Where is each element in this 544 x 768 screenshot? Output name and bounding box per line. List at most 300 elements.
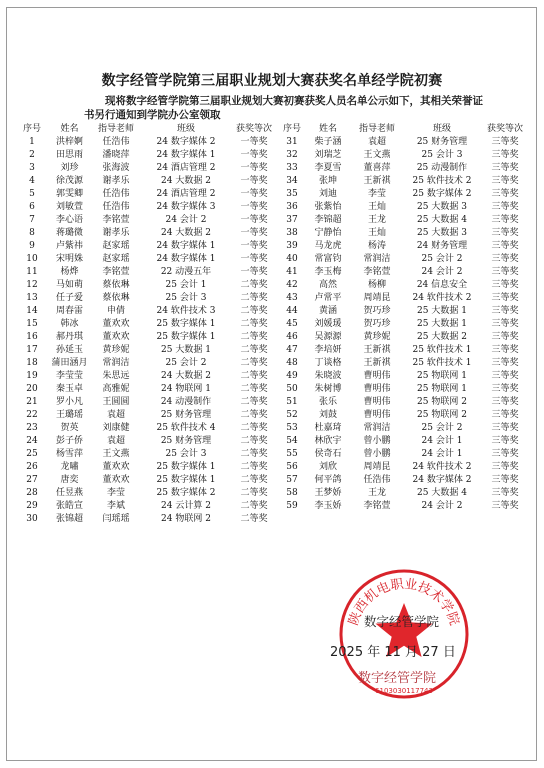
header-class: 班级 bbox=[432, 124, 451, 134]
cell-advisor: 王新祺 bbox=[363, 176, 391, 186]
cell-name: 王梦娇 bbox=[314, 488, 342, 498]
cell-award: 一等奖 bbox=[240, 215, 268, 225]
cell-award: 三等奖 bbox=[491, 423, 519, 433]
cell-advisor: 王新祺 bbox=[363, 345, 391, 355]
cell-advisor: 曾小鹏 bbox=[363, 449, 391, 459]
table-row bbox=[280, 409, 528, 422]
table-row bbox=[280, 357, 528, 370]
cell-class: 25 大数据 4 bbox=[417, 215, 467, 225]
cell-award: 三等奖 bbox=[491, 475, 519, 485]
cell-class: 25 大数据 3 bbox=[417, 228, 467, 238]
table-row bbox=[280, 474, 528, 487]
table-row bbox=[280, 383, 528, 396]
table-row bbox=[280, 240, 528, 253]
cell-award: 三等奖 bbox=[491, 215, 519, 225]
cell-advisor: 闫瑶瑶 bbox=[102, 514, 130, 524]
cell-advisor: 周靖昆 bbox=[363, 462, 391, 472]
cell-class: 25 动漫制作 bbox=[416, 163, 468, 173]
cell-name: 常富钧 bbox=[314, 254, 342, 264]
cell-award: 一等奖 bbox=[240, 163, 268, 173]
cell-award: 三等奖 bbox=[491, 358, 519, 368]
cell-award: 三等奖 bbox=[491, 371, 519, 381]
cell-index: 8 bbox=[29, 228, 35, 238]
header-index: 序号 bbox=[22, 124, 41, 134]
cell-name: 杨雪萍 bbox=[55, 449, 83, 459]
table-row bbox=[280, 318, 528, 331]
cell-advisor: 潘晓萍 bbox=[102, 150, 130, 160]
table-row bbox=[16, 409, 277, 422]
cell-index: 40 bbox=[286, 254, 298, 264]
cell-award: 三等奖 bbox=[491, 306, 519, 316]
cell-advisor: 董喜萍 bbox=[363, 163, 391, 173]
cell-advisor: 李莹 bbox=[367, 189, 386, 199]
table-row bbox=[280, 500, 528, 513]
cell-advisor: 董欢欢 bbox=[102, 319, 130, 329]
table-row bbox=[280, 448, 528, 461]
cell-class: 24 酒店管理 2 bbox=[156, 163, 216, 173]
cell-class: 25 数字媒体 2 bbox=[156, 488, 216, 498]
cell-index: 37 bbox=[286, 215, 298, 225]
cell-class: 25 会计 1 bbox=[165, 280, 207, 290]
cell-award: 一等奖 bbox=[240, 228, 268, 238]
cell-index: 9 bbox=[29, 241, 35, 251]
cell-advisor: 王新祺 bbox=[363, 358, 391, 368]
cell-index: 47 bbox=[286, 345, 298, 355]
cell-award: 三等奖 bbox=[491, 332, 519, 342]
cell-class: 25 数字媒体 1 bbox=[156, 475, 216, 485]
header-class: 班级 bbox=[176, 124, 195, 134]
cell-name: 张锦超 bbox=[55, 514, 83, 524]
cell-class: 24 云计算 2 bbox=[161, 501, 211, 511]
cell-index: 50 bbox=[286, 384, 298, 394]
cell-index: 41 bbox=[286, 267, 298, 277]
table-row bbox=[280, 266, 528, 279]
cell-index: 52 bbox=[286, 410, 298, 420]
table-row bbox=[16, 240, 277, 253]
header-index: 序号 bbox=[282, 124, 301, 134]
cell-index: 45 bbox=[286, 319, 298, 329]
seal-serial-number: 6103030117743 bbox=[375, 687, 433, 695]
cell-name: 孙延玉 bbox=[55, 345, 83, 355]
cell-award: 一等奖 bbox=[240, 150, 268, 160]
cell-index: 27 bbox=[26, 475, 38, 485]
cell-name: 龙嘯 bbox=[60, 462, 79, 472]
cell-class: 25 会计 3 bbox=[165, 449, 207, 459]
cell-advisor: 常润洁 bbox=[363, 254, 391, 264]
cell-class: 25 物联网 2 bbox=[417, 397, 467, 407]
header-award: 获奖等次 bbox=[235, 124, 272, 134]
cell-advisor: 王灿 bbox=[367, 202, 386, 212]
cell-index: 3 bbox=[29, 163, 35, 173]
cell-index: 17 bbox=[26, 345, 38, 355]
cell-class: 24 会计 2 bbox=[165, 215, 207, 225]
cell-advisor: 董欢欢 bbox=[102, 475, 130, 485]
cell-award: 二等奖 bbox=[240, 358, 268, 368]
cell-class: 24 数字媒体 2 bbox=[156, 137, 216, 147]
cell-advisor: 高雅妮 bbox=[102, 384, 130, 394]
cell-name: 李培妍 bbox=[314, 345, 342, 355]
cell-class: 24 信息安全 bbox=[416, 280, 468, 290]
table-row bbox=[280, 396, 528, 409]
award-table-left bbox=[16, 123, 277, 526]
cell-award: 一等奖 bbox=[240, 202, 268, 212]
table-row bbox=[16, 344, 277, 357]
cell-index: 26 bbox=[26, 462, 38, 472]
cell-class: 24 动漫制作 bbox=[160, 397, 212, 407]
cell-index: 4 bbox=[29, 176, 35, 186]
cell-name: 任昱燕 bbox=[55, 488, 83, 498]
cell-index: 28 bbox=[26, 488, 38, 498]
cell-award: 二等奖 bbox=[240, 306, 268, 316]
cell-class: 25 软件技术 1 bbox=[412, 358, 472, 368]
cell-index: 25 bbox=[26, 449, 38, 459]
cell-index: 42 bbox=[286, 280, 298, 290]
cell-award: 三等奖 bbox=[491, 202, 519, 212]
cell-award: 一等奖 bbox=[240, 176, 268, 186]
cell-name: 徐茂源 bbox=[55, 176, 83, 186]
cell-class: 24 会计 2 bbox=[421, 501, 463, 511]
cell-name: 黄涵 bbox=[318, 306, 337, 316]
header-name: 姓名 bbox=[318, 124, 337, 134]
cell-name: 王璐瑶 bbox=[55, 410, 83, 420]
cell-award: 三等奖 bbox=[491, 150, 519, 160]
cell-index: 33 bbox=[286, 163, 298, 173]
cell-advisor: 李铭萱 bbox=[102, 215, 130, 225]
cell-index: 48 bbox=[286, 358, 298, 368]
cell-advisor: 申倩 bbox=[106, 306, 125, 316]
table-header-row bbox=[280, 123, 528, 136]
cell-advisor: 李铭萱 bbox=[363, 501, 391, 511]
table-row bbox=[16, 214, 277, 227]
cell-index: 1 bbox=[29, 137, 35, 147]
cell-index: 11 bbox=[26, 267, 38, 277]
cell-name: 彭子侨 bbox=[55, 436, 83, 446]
cell-class: 24 会计 2 bbox=[421, 267, 463, 277]
seal-department-text: 数字经管学院 bbox=[364, 614, 440, 629]
cell-name: 刘鼓 bbox=[318, 410, 337, 420]
cell-advisor: 任浩伟 bbox=[363, 475, 391, 485]
seal-circle-text: 陕西机电职业技术学院 bbox=[346, 576, 462, 628]
table-row bbox=[16, 487, 277, 500]
cell-advisor: 常润洁 bbox=[363, 423, 391, 433]
cell-name: 李莹莹 bbox=[55, 371, 83, 381]
cell-advisor: 蔡依琳 bbox=[102, 280, 130, 290]
cell-class: 24 数字媒体 3 bbox=[156, 202, 216, 212]
cell-name: 蒋璐微 bbox=[55, 228, 83, 238]
cell-award: 三等奖 bbox=[491, 163, 519, 173]
cell-advisor: 谢孝乐 bbox=[102, 176, 130, 186]
cell-advisor: 周靖昆 bbox=[363, 293, 391, 303]
cell-advisor: 李铭萱 bbox=[102, 267, 130, 277]
cell-class: 24 财务管理 bbox=[416, 241, 468, 251]
cell-name: 卢常平 bbox=[314, 293, 342, 303]
table-row bbox=[280, 188, 528, 201]
cell-class: 24 物联网 1 bbox=[161, 384, 211, 394]
cell-award: 三等奖 bbox=[491, 267, 519, 277]
header-advisor: 指导老师 bbox=[97, 124, 134, 134]
cell-index: 6 bbox=[29, 202, 35, 212]
cell-class: 25 物联网 2 bbox=[417, 410, 467, 420]
table-row bbox=[280, 175, 528, 188]
cell-award: 三等奖 bbox=[491, 345, 519, 355]
cell-award: 三等奖 bbox=[491, 280, 519, 290]
cell-advisor: 王圆圆 bbox=[102, 397, 130, 407]
cell-advisor: 朱思远 bbox=[102, 371, 130, 381]
cell-award: 二等奖 bbox=[240, 371, 268, 381]
cell-award: 三等奖 bbox=[491, 176, 519, 186]
cell-advisor: 曹明伟 bbox=[363, 371, 391, 381]
table-row bbox=[280, 331, 528, 344]
cell-advisor: 蔡依琳 bbox=[102, 293, 130, 303]
cell-index: 46 bbox=[286, 332, 298, 342]
table-row bbox=[16, 175, 277, 188]
table-row bbox=[16, 383, 277, 396]
seal-signature-text: 数字经管学院 bbox=[358, 671, 437, 686]
cell-advisor: 袁超 bbox=[367, 137, 386, 147]
cell-class: 24 大数据 2 bbox=[161, 371, 211, 381]
table-row bbox=[16, 279, 277, 292]
cell-index: 39 bbox=[286, 241, 298, 251]
table-row bbox=[16, 422, 277, 435]
cell-name: 高然 bbox=[318, 280, 337, 290]
table-row bbox=[280, 227, 528, 240]
cell-name: 刘瑞芝 bbox=[314, 150, 342, 160]
award-table-right bbox=[280, 123, 528, 513]
cell-index: 5 bbox=[29, 189, 35, 199]
cell-class: 25 财务管理 bbox=[160, 436, 212, 446]
cell-award: 一等奖 bbox=[240, 241, 268, 251]
cell-award: 三等奖 bbox=[491, 137, 519, 147]
table-row bbox=[16, 448, 277, 461]
cell-advisor: 曾小鹏 bbox=[363, 436, 391, 446]
table-row bbox=[280, 214, 528, 227]
cell-name: 张坤 bbox=[318, 176, 337, 186]
cell-class: 22 动漫五年 bbox=[160, 267, 212, 277]
cell-class: 25 大数据 3 bbox=[417, 202, 467, 212]
table-row bbox=[16, 331, 277, 344]
cell-award: 二等奖 bbox=[240, 436, 268, 446]
cell-name: 郭雯卿 bbox=[55, 189, 83, 199]
table-row bbox=[280, 292, 528, 305]
cell-advisor: 谢孝乐 bbox=[102, 228, 130, 238]
table-row bbox=[16, 136, 277, 149]
cell-advisor: 黄珍妮 bbox=[102, 345, 130, 355]
table-row bbox=[16, 500, 277, 513]
table-row bbox=[16, 253, 277, 266]
cell-class: 24 软件技术 3 bbox=[156, 306, 216, 316]
cell-name: 侯奇石 bbox=[314, 449, 342, 459]
cell-award: 三等奖 bbox=[491, 241, 519, 251]
cell-class: 25 物联网 1 bbox=[417, 384, 467, 394]
table-row bbox=[16, 201, 277, 214]
table-row bbox=[16, 370, 277, 383]
cell-index: 58 bbox=[286, 488, 298, 498]
cell-award: 三等奖 bbox=[491, 397, 519, 407]
cell-name: 李玉娇 bbox=[314, 501, 342, 511]
table-row bbox=[280, 162, 528, 175]
table-row bbox=[16, 149, 277, 162]
cell-class: 24 数字媒体 1 bbox=[156, 254, 216, 264]
cell-advisor: 张海波 bbox=[102, 163, 130, 173]
table-row bbox=[16, 513, 277, 526]
table-row bbox=[16, 357, 277, 370]
cell-award: 三等奖 bbox=[491, 254, 519, 264]
cell-advisor: 贺巧珍 bbox=[363, 319, 391, 329]
table-row bbox=[280, 136, 528, 149]
cell-class: 25 会计 3 bbox=[165, 293, 207, 303]
table-row bbox=[16, 435, 277, 448]
cell-index: 56 bbox=[286, 462, 298, 472]
cell-award: 三等奖 bbox=[491, 293, 519, 303]
seal-date-text: 2025 年 11 月 27 日 bbox=[330, 645, 456, 660]
cell-advisor: 任浩伟 bbox=[102, 202, 130, 212]
cell-name: 蒲田涵月 bbox=[51, 358, 88, 368]
cell-advisor: 任浩伟 bbox=[102, 137, 130, 147]
cell-index: 15 bbox=[26, 319, 38, 329]
cell-name: 丁谈格 bbox=[314, 358, 342, 368]
cell-award: 一等奖 bbox=[240, 267, 268, 277]
cell-advisor: 杨柳 bbox=[367, 280, 386, 290]
cell-award: 一等奖 bbox=[240, 137, 268, 147]
cell-class: 24 大数据 2 bbox=[161, 176, 211, 186]
cell-award: 三等奖 bbox=[491, 410, 519, 420]
cell-name: 宁静怡 bbox=[314, 228, 342, 238]
cell-index: 16 bbox=[26, 332, 38, 342]
cell-award: 二等奖 bbox=[240, 462, 268, 472]
table-row bbox=[16, 292, 277, 305]
table-row bbox=[280, 422, 528, 435]
cell-index: 10 bbox=[26, 254, 38, 264]
table-row bbox=[16, 305, 277, 318]
cell-advisor: 李铭萱 bbox=[363, 267, 391, 277]
table-row bbox=[280, 201, 528, 214]
cell-advisor: 黄珍妮 bbox=[363, 332, 391, 342]
document-title: 数字经管学院第三届职业规划大赛获奖名单经学院初赛 bbox=[101, 73, 443, 89]
table-header-row bbox=[16, 123, 277, 136]
cell-index: 51 bbox=[286, 397, 298, 407]
cell-index: 23 bbox=[26, 423, 38, 433]
table-row bbox=[280, 370, 528, 383]
cell-award: 二等奖 bbox=[240, 501, 268, 511]
cell-award: 二等奖 bbox=[240, 488, 268, 498]
table-row bbox=[16, 318, 277, 331]
cell-name: 洪梓婀 bbox=[55, 137, 83, 147]
cell-advisor: 董欢欢 bbox=[102, 462, 130, 472]
cell-class: 25 财务管理 bbox=[160, 410, 212, 420]
cell-award: 二等奖 bbox=[240, 332, 268, 342]
cell-advisor: 王文燕 bbox=[363, 150, 391, 160]
cell-index: 43 bbox=[286, 293, 298, 303]
table-row bbox=[16, 266, 277, 279]
cell-award: 二等奖 bbox=[240, 423, 268, 433]
cell-advisor: 贺巧珍 bbox=[363, 306, 391, 316]
cell-advisor: 李斌 bbox=[106, 501, 125, 511]
cell-class: 25 大数据 1 bbox=[161, 345, 211, 355]
cell-name: 柴子涵 bbox=[314, 137, 342, 147]
cell-index: 29 bbox=[26, 501, 38, 511]
cell-name: 刘珍 bbox=[60, 163, 79, 173]
cell-name: 马龙虎 bbox=[314, 241, 342, 251]
cell-award: 三等奖 bbox=[491, 384, 519, 394]
cell-index: 57 bbox=[286, 475, 298, 485]
cell-class: 25 数字媒体 1 bbox=[156, 319, 216, 329]
cell-index: 21 bbox=[26, 397, 38, 407]
header-name: 姓名 bbox=[60, 124, 79, 134]
cell-name: 周春雷 bbox=[55, 306, 83, 316]
cell-class: 25 财务管理 bbox=[416, 137, 468, 147]
cell-award: 二等奖 bbox=[240, 384, 268, 394]
cell-award: 三等奖 bbox=[491, 189, 519, 199]
table-row bbox=[280, 279, 528, 292]
cell-name: 贺英 bbox=[60, 423, 79, 433]
cell-class: 25 大数据 2 bbox=[417, 332, 467, 342]
table-row bbox=[280, 344, 528, 357]
cell-advisor: 袁超 bbox=[106, 410, 125, 420]
cell-index: 31 bbox=[286, 137, 298, 147]
cell-name: 杨烨 bbox=[60, 267, 79, 277]
cell-name: 张乐 bbox=[318, 397, 337, 407]
table-row bbox=[16, 227, 277, 240]
cell-index: 44 bbox=[286, 306, 298, 316]
cell-class: 24 大数据 2 bbox=[161, 228, 211, 238]
table-row bbox=[16, 474, 277, 487]
cell-index: 24 bbox=[26, 436, 38, 446]
cell-class: 24 数字媒体 1 bbox=[156, 150, 216, 160]
header-advisor: 指导老师 bbox=[358, 124, 395, 134]
cell-class: 25 数字媒体 1 bbox=[156, 332, 216, 342]
cell-class: 24 数字媒体 2 bbox=[412, 475, 472, 485]
cell-name: 李夏雪 bbox=[314, 163, 342, 173]
cell-advisor: 刘康健 bbox=[102, 423, 130, 433]
cell-advisor: 曹明伟 bbox=[363, 397, 391, 407]
cell-name: 唐奕 bbox=[60, 475, 79, 485]
cell-index: 18 bbox=[26, 358, 38, 368]
cell-index: 54 bbox=[286, 436, 298, 446]
cell-award: 三等奖 bbox=[491, 449, 519, 459]
cell-award: 二等奖 bbox=[240, 293, 268, 303]
header-award: 获奖等次 bbox=[486, 124, 523, 134]
cell-index: 2 bbox=[29, 150, 35, 160]
cell-index: 30 bbox=[26, 514, 38, 524]
cell-name: 何平鸽 bbox=[314, 475, 342, 485]
cell-index: 20 bbox=[26, 384, 38, 394]
table-row bbox=[280, 253, 528, 266]
cell-name: 刘欣 bbox=[318, 462, 337, 472]
cell-class: 24 酒店管理 2 bbox=[156, 189, 216, 199]
cell-advisor: 董欢欢 bbox=[102, 332, 130, 342]
cell-class: 24 会计 1 bbox=[421, 436, 463, 446]
cell-name: 刘迪 bbox=[318, 189, 337, 199]
cell-index: 13 bbox=[26, 293, 38, 303]
cell-name: 张紫怡 bbox=[314, 202, 342, 212]
cell-class: 24 软件技术 2 bbox=[412, 293, 472, 303]
cell-class: 25 数字媒体 2 bbox=[412, 189, 472, 199]
cell-award: 三等奖 bbox=[491, 436, 519, 446]
cell-index: 12 bbox=[26, 280, 38, 290]
cell-advisor: 赵家瑶 bbox=[102, 241, 130, 251]
cell-advisor: 杨涛 bbox=[367, 241, 386, 251]
cell-name: 林欣宇 bbox=[314, 436, 342, 446]
cell-award: 二等奖 bbox=[240, 345, 268, 355]
cell-award: 一等奖 bbox=[240, 189, 268, 199]
intro-paragraph: 现将数字经管学院第三届职业规划大赛初赛获奖人员名单公示如下，其相关荣誉证书另行通知到学院办公室领取 bbox=[84, 95, 483, 121]
cell-index: 35 bbox=[286, 189, 298, 199]
cell-index: 49 bbox=[286, 371, 298, 381]
cell-name: 韩冰 bbox=[60, 319, 79, 329]
cell-index: 34 bbox=[286, 176, 298, 186]
cell-index: 59 bbox=[286, 501, 298, 511]
cell-name: 李玉梅 bbox=[314, 267, 342, 277]
